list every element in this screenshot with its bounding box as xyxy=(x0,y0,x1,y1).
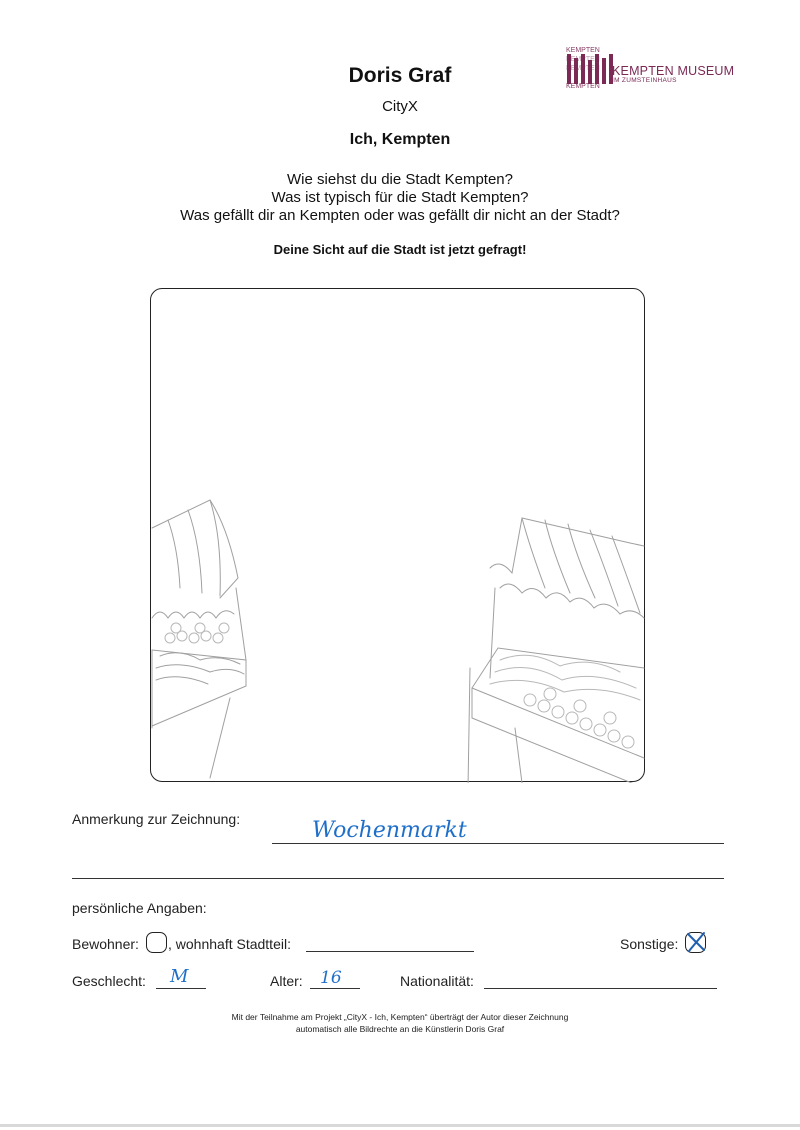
nationality-label: Nationalität: xyxy=(400,973,474,989)
nationality-line[interactable] xyxy=(484,988,717,989)
age-label: Alter: xyxy=(270,973,303,989)
district-label: , wohnhaft Stadtteil: xyxy=(168,936,291,952)
logo-subtitle: IM ZUMSTEINHAUS xyxy=(612,77,677,84)
page-title: Ich, Kempten xyxy=(349,131,451,148)
check-mark-icon xyxy=(684,930,708,954)
prompt-text: Deine Sicht auf die Stadt ist jetzt gefragt! xyxy=(273,242,527,257)
note-line xyxy=(272,843,724,844)
logo-stack-text-2: KEMPTEN xyxy=(566,56,600,63)
logo-stack-text-3: KEMPTEN xyxy=(566,65,600,72)
question-2: Was ist typisch für die Stadt Kempten? xyxy=(271,189,529,206)
age-value[interactable]: 16 xyxy=(320,968,342,988)
question-3: Was gefällt dir an Kempten oder was gefällt dir nicht an der Stadt? xyxy=(180,207,620,224)
gender-line xyxy=(156,988,206,989)
right-market-stall xyxy=(468,518,644,783)
note-line-2 xyxy=(72,878,724,879)
gender-label: Geschlecht: xyxy=(72,973,146,989)
footer-note xyxy=(0,1011,800,1035)
resident-label: Bewohner: xyxy=(72,936,139,952)
question-1: Wie siehst du die Stadt Kempten? xyxy=(287,171,513,188)
resident-checkbox[interactable] xyxy=(146,932,167,953)
other-label: Sonstige: xyxy=(620,936,679,952)
note-label: Anmerkung zur Zeichnung: xyxy=(72,811,241,827)
logo-name: KEMPTEN MUSEUM xyxy=(612,64,735,78)
footer-line-2: automatisch alle Bildrechte an die Künstlerin Doris Graf xyxy=(295,1024,505,1034)
pencil-sketch xyxy=(150,288,646,783)
gender-value[interactable]: M xyxy=(170,966,189,987)
project-name: CityX xyxy=(382,98,418,115)
district-line[interactable] xyxy=(306,951,474,952)
age-line xyxy=(310,988,360,989)
author-name: Doris Graf xyxy=(348,64,452,87)
logo-stack-text-4: KEMPTEN xyxy=(566,83,600,90)
left-market-stall xyxy=(152,500,246,778)
scan-edge xyxy=(0,1124,800,1127)
personal-label: persönliche Angaben: xyxy=(72,900,207,916)
logo-stack-text-1: KEMPTEN xyxy=(566,47,600,54)
footer-line-1: Mit der Teilnahme am Projekt „CityX - Ich, Kempten“ überträgt der Autor dieser Zeichnung xyxy=(231,1012,569,1022)
note-value[interactable]: Wochenmarkt xyxy=(312,818,467,843)
